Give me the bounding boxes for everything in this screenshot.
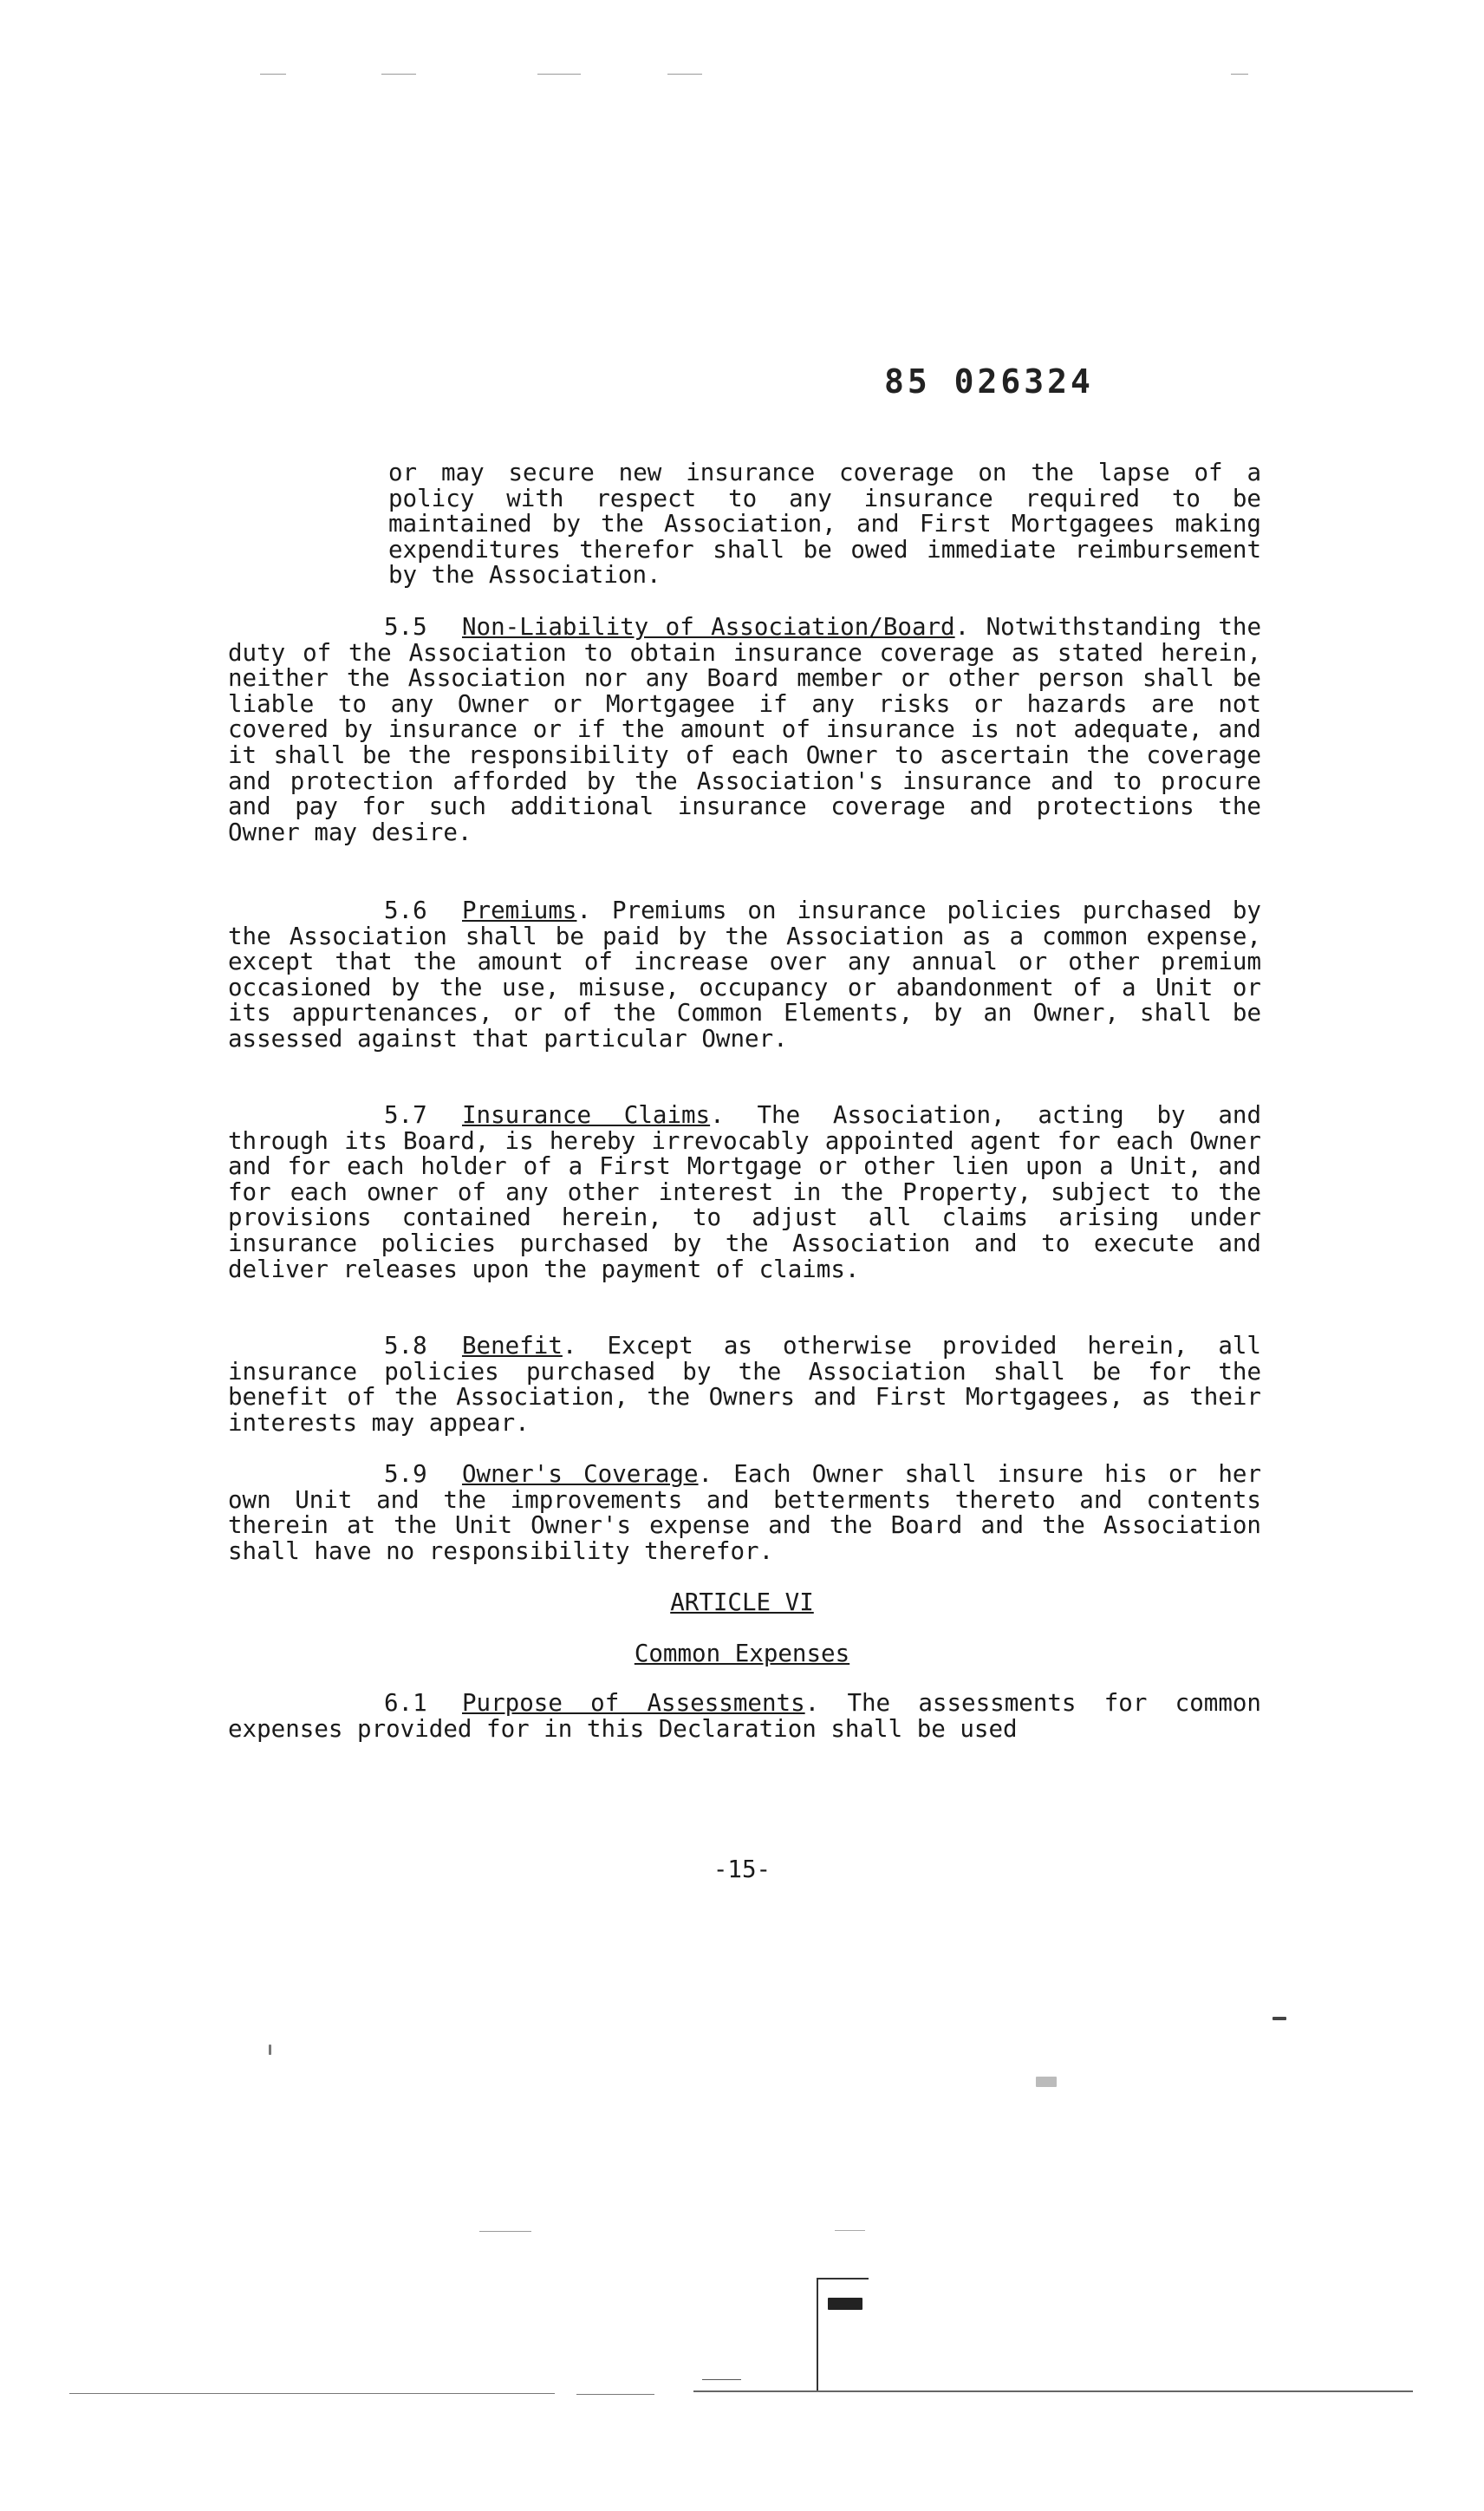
section-body: . Except as otherwise provided herein, all insurance policies purchased by the Association shall be for the benefit of the Association, the Owners and First Mortgagees, as their interests may appear. (228, 1332, 1261, 1437)
scan-artifact-mark (269, 2045, 271, 2055)
section-number: 5.8 (384, 1332, 427, 1360)
stamp-mark (828, 2298, 862, 2310)
scan-artifact-top (381, 74, 416, 75)
section-body: . Notwithstanding the duty of the Association to obtain insurance coverage as stated herein, neither the Association nor any Board member or other person shall be liable to any Owner or Mortgagee if any risks or hazards are not covered by insurance or if the amount of insurance is not adequate, and it shall be the responsibility of each Owner to ascertain the coverage and protection afforded by the Association's insurance and to procure and pay for such additional insurance coverage and protections the Owner may desire. (228, 613, 1262, 846)
section-number: 6.1 (384, 1689, 427, 1717)
section-5-6 (228, 898, 1261, 1053)
section-6-1 (228, 1691, 1261, 1742)
scan-artifact-top (537, 74, 581, 75)
section-number: 5.6 (384, 897, 427, 924)
scan-artifact-top (260, 74, 286, 75)
section-heading: Purpose of Assessments (462, 1689, 805, 1717)
continuation-text: or may secure new insurance coverage on the lapse of a policy with respect to any insurance required to be maintained by the Association, and First Mortgagees making expenditures therefor shall be owed immediate reimbursement by the Association. (388, 459, 1261, 590)
scan-artifact-line (479, 2231, 531, 2232)
section-heading: Non-Liability of Association/Board (462, 613, 955, 641)
section-5-8 (228, 1334, 1261, 1436)
section-body: . Each Owner shall insure his or her own Unit and the improvements and betterments thereto and contents therein at the Unit Owner's expense and the Board and the Association shall have no responsibility therefor. (228, 1460, 1262, 1565)
scan-artifact-mark (1272, 2017, 1286, 2020)
section-heading: Benefit (462, 1332, 563, 1360)
section-5-7 (228, 1103, 1261, 1282)
stamp-bracket-top (817, 2278, 869, 2279)
continuation-paragraph (388, 460, 1261, 589)
section-body: . The Association, acting by and through its Board, is hereby irrevocably appointed agent for each Owner and for each holder of a First Mortgage or other lien upon a Unit, and for each owner of any other interest in the Property, subject to the provisions contained herein, to adjust all claims arising under insurance policies purchased by the Association and to execute and deliver releases upon the payment of claims. (228, 1101, 1261, 1283)
scan-artifact-mark (1036, 2077, 1057, 2087)
section-number: 5.9 (384, 1460, 427, 1488)
article-title: ARTICLE VI (670, 1588, 814, 1616)
scan-artifact-top (667, 74, 702, 75)
scan-artifact-bottom (693, 2390, 1413, 2392)
section-heading: Owner's Coverage (462, 1460, 699, 1488)
scan-artifact-top (1231, 74, 1248, 75)
section-number: 5.7 (384, 1101, 427, 1129)
stamp-bracket-side (817, 2278, 818, 2390)
page-number: -15- (713, 1856, 771, 1883)
section-5-9 (228, 1462, 1261, 1564)
scan-artifact-bottom (702, 2379, 741, 2380)
scan-artifact-bottom (69, 2393, 555, 2394)
scan-artifact-bottom (576, 2394, 654, 2395)
section-body: . The assessments for common expenses provided for in this Declaration shall be used (228, 1689, 1261, 1743)
scan-artifact-line (835, 2230, 865, 2231)
section-heading: Insurance Claims (462, 1101, 711, 1129)
section-5-5 (228, 615, 1261, 845)
section-heading: Premiums (462, 897, 577, 924)
section-number: 5.5 (384, 613, 427, 641)
document-number: 85 026324 (884, 362, 1094, 401)
section-body: . Premiums on insurance policies purchased by the Association shall be paid by the Association as a common expense, except that the amount of increase over any annual or other premium occasioned by the use, misuse, occupancy or abandonment of a Unit or its appurtenances, or of the Common Elements, by an Owner, shall be assessed against that particular Owner. (228, 897, 1261, 1053)
article-subtitle: Common Expenses (634, 1640, 850, 1667)
